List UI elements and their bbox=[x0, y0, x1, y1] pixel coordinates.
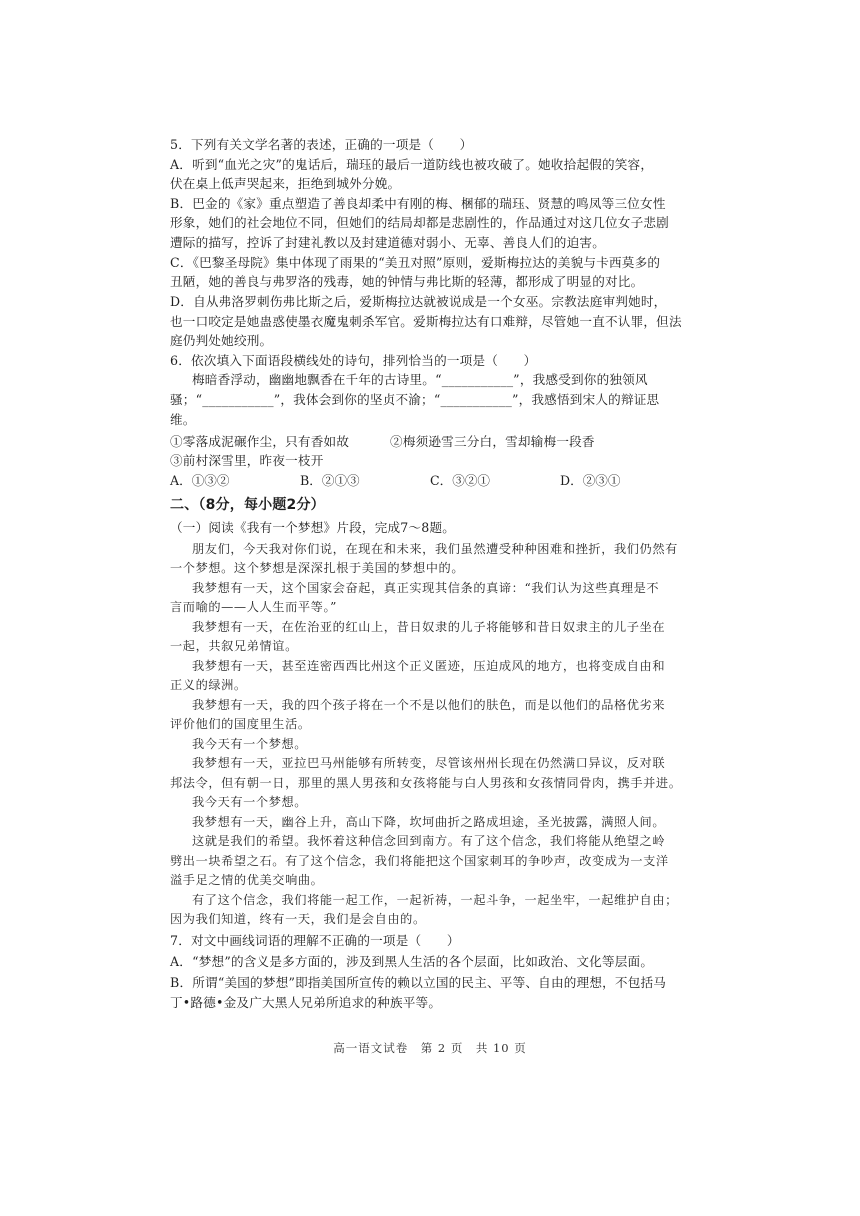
passage-line: 一个梦想。这个梦想是深深扎根于美国的梦想中的。 bbox=[170, 561, 465, 575]
passage-line: 我梦想有一天，我的四个孩子将在一个不是以他们的肤色，而是以他们的品格优劣来 bbox=[192, 698, 666, 712]
section-2-heading: 二、（8分，每小题2分） bbox=[170, 497, 325, 513]
question-7-option-a: A．“梦想”的含义是多方面的，涉及到黑人生活的各个层面，比如政治、文化等层面。 bbox=[170, 954, 654, 969]
passage-line: 我今天有一个梦想。 bbox=[192, 737, 308, 751]
passage-line: 我梦想有一天，幽谷上升，高山下降，坎坷曲折之路成坦途，圣光披露，满照人间。 bbox=[192, 815, 666, 829]
passage-line: 因为我们知道，终有一天，我们是会自由的。 bbox=[170, 912, 426, 926]
question-5-option-c-cont: 丑陋，她的善良与弗罗洛的残毒，她的钟情与弗比斯的轻薄，都形成了明显的对比。 bbox=[170, 274, 644, 289]
question-5-option-b: B．巴金的《家》重点塑造了善良却柔中有刚的梅、梱郁的瑞珏、贤慧的鸣凤等三位女性 bbox=[170, 196, 666, 211]
question-6-choice-c: C．③②① bbox=[430, 473, 491, 488]
question-6-poem-2: ②梅须逊雪三分白，雪却输梅一段香 bbox=[390, 434, 595, 449]
passage-line: 这就是我们的希望。我怀着这种信念回到南方。有了这个信念，我们将能从绝望之岭 bbox=[192, 834, 666, 848]
passage-line: 我梦想有一天，亚拉巴马州能够有所转变，尽管该州州长现在仍然满口异议，反对联 bbox=[192, 756, 666, 770]
question-6-stem: 6．依次填入下面语段横线处的诗句，排列恰当的一项是（ ） bbox=[170, 353, 537, 368]
question-6-poem-3: ③前村深雪里，昨夜一枝开 bbox=[170, 453, 324, 468]
passage-line: 我梦想有一天，甚至连密西西比州这个正义匿迹，压迫成风的地方，也将变成自由和 bbox=[192, 659, 666, 673]
question-6-passage-line2: 骚；“___________”，我体会到你的坚贞不渝；“___________”，我感悟到宋人的辩证思 bbox=[170, 392, 660, 407]
question-6-passage-line1: 梅暗香浮动，幽幽地飘香在千年的古诗里。“___________”，我感受到你的独领风 bbox=[192, 372, 648, 387]
question-6-choice-a: A．①③② bbox=[170, 473, 230, 488]
passage-line: 劈出一块希望之石。有了这个信念，我们将能把这个国家刺耳的争吵声，改变成为一支洋 bbox=[170, 854, 669, 868]
question-5-option-a: A．听到“血光之灾”的鬼话后，瑞珏的最后一道防线也被攻破了。她收拾起假的笑容， bbox=[170, 157, 654, 172]
passage-line: 朋友们，今天我对你们说，在现在和未来，我们虽然遭受种种困难和挫折，我们仍然有 bbox=[192, 542, 678, 556]
question-5-option-a-cont: 伏在桌上低声哭起来，拒绝到城外分娩。 bbox=[170, 176, 401, 191]
passage-line: 我今天有一个梦想。 bbox=[192, 795, 308, 809]
question-5-stem: 5．下列有关文学名著的表述，正确的一项是（ ） bbox=[170, 137, 473, 152]
question-5-option-c: C．《巴黎圣母院》集中体现了雨果的“美丑对照”原则，爱斯梅拉达的美貌与卡西莫多的 bbox=[170, 255, 661, 270]
question-5-option-d: D．自从弗洛罗刺伤弗比斯之后，爱斯梅拉达就被说成是一个女巫。宗教法庭审判她时， bbox=[170, 294, 667, 309]
question-6-choice-b: B．②①③ bbox=[300, 473, 360, 488]
passage-line: 言而喻的——人人生而平等。” bbox=[170, 600, 337, 614]
passage-line: 有了这个信念，我们将能一起工作，一起祈祷，一起斗争，一起坐牢，一起维护自由； bbox=[192, 893, 678, 907]
question-6-choices bbox=[170, 472, 690, 490]
reading-intro: （一）阅读《我有一个梦想》片段，完成7～8题。 bbox=[170, 520, 456, 535]
passage-line: 我梦想有一天，这个国家会奋起，真正实现其信条的真谛：“我们认为这些真理是不 bbox=[192, 581, 660, 595]
passage-line: 我梦想有一天，在佐治亚的红山上，昔日奴隶的儿子将能够和昔日奴隶主的儿子坐在 bbox=[192, 620, 666, 634]
page-footer: 高一语文试卷 第 2 页 共 10 页 bbox=[333, 1041, 527, 1055]
question-5-option-b-cont: 形象，她们的社会地位不同，但她们的结局却都是悲剧性的，作品通过对这几位女子悲剧 bbox=[170, 215, 669, 230]
passage-line: 评价他们的国度里生活。 bbox=[170, 717, 311, 731]
passage-line: 邦法令，但有朝一日，那里的黑人男孩和女孩将能与白人男孩和女孩情同骨肉，携手并进。 bbox=[170, 776, 682, 790]
question-6-poem-1: ①零落成泥碾作尘，只有香如故 bbox=[170, 434, 350, 449]
passage-line: 溢手足之情的优美交响曲。 bbox=[170, 873, 324, 887]
passage-line: 一起，共叙兄弟情谊。 bbox=[170, 639, 298, 653]
question-7-option-b-cont: 丁•路德•金及广大黑人兄弟所追求的种族平等。 bbox=[170, 995, 442, 1010]
question-5-option-d-cont2: 庭仍判处她绞刑。 bbox=[170, 333, 273, 348]
question-6-choice-d: D．②③① bbox=[560, 473, 621, 488]
passage-line: 正义的绿洲。 bbox=[170, 678, 247, 692]
question-5-option-d-cont: 也一口咬定是她蛊惑使墨衣魔鬼刺杀军官。爱斯梅拉达有口难辩，尽管她一直不认罪，但法 bbox=[170, 314, 682, 329]
question-6-passage-line3: 维。 bbox=[170, 412, 196, 427]
question-7-stem: 7．对文中画线词语的理解不正确的一项是（ ） bbox=[170, 933, 460, 948]
question-5-option-b-cont2: 遭际的描写，控诉了封建礼教以及封建道德对弱小、无辜、善良人们的迫害。 bbox=[170, 235, 605, 250]
question-7-option-b: B．所谓“美国的梦想”即指美国所宣传的赖以立国的民主、平等、自由的理想，不包括马 bbox=[170, 975, 667, 990]
